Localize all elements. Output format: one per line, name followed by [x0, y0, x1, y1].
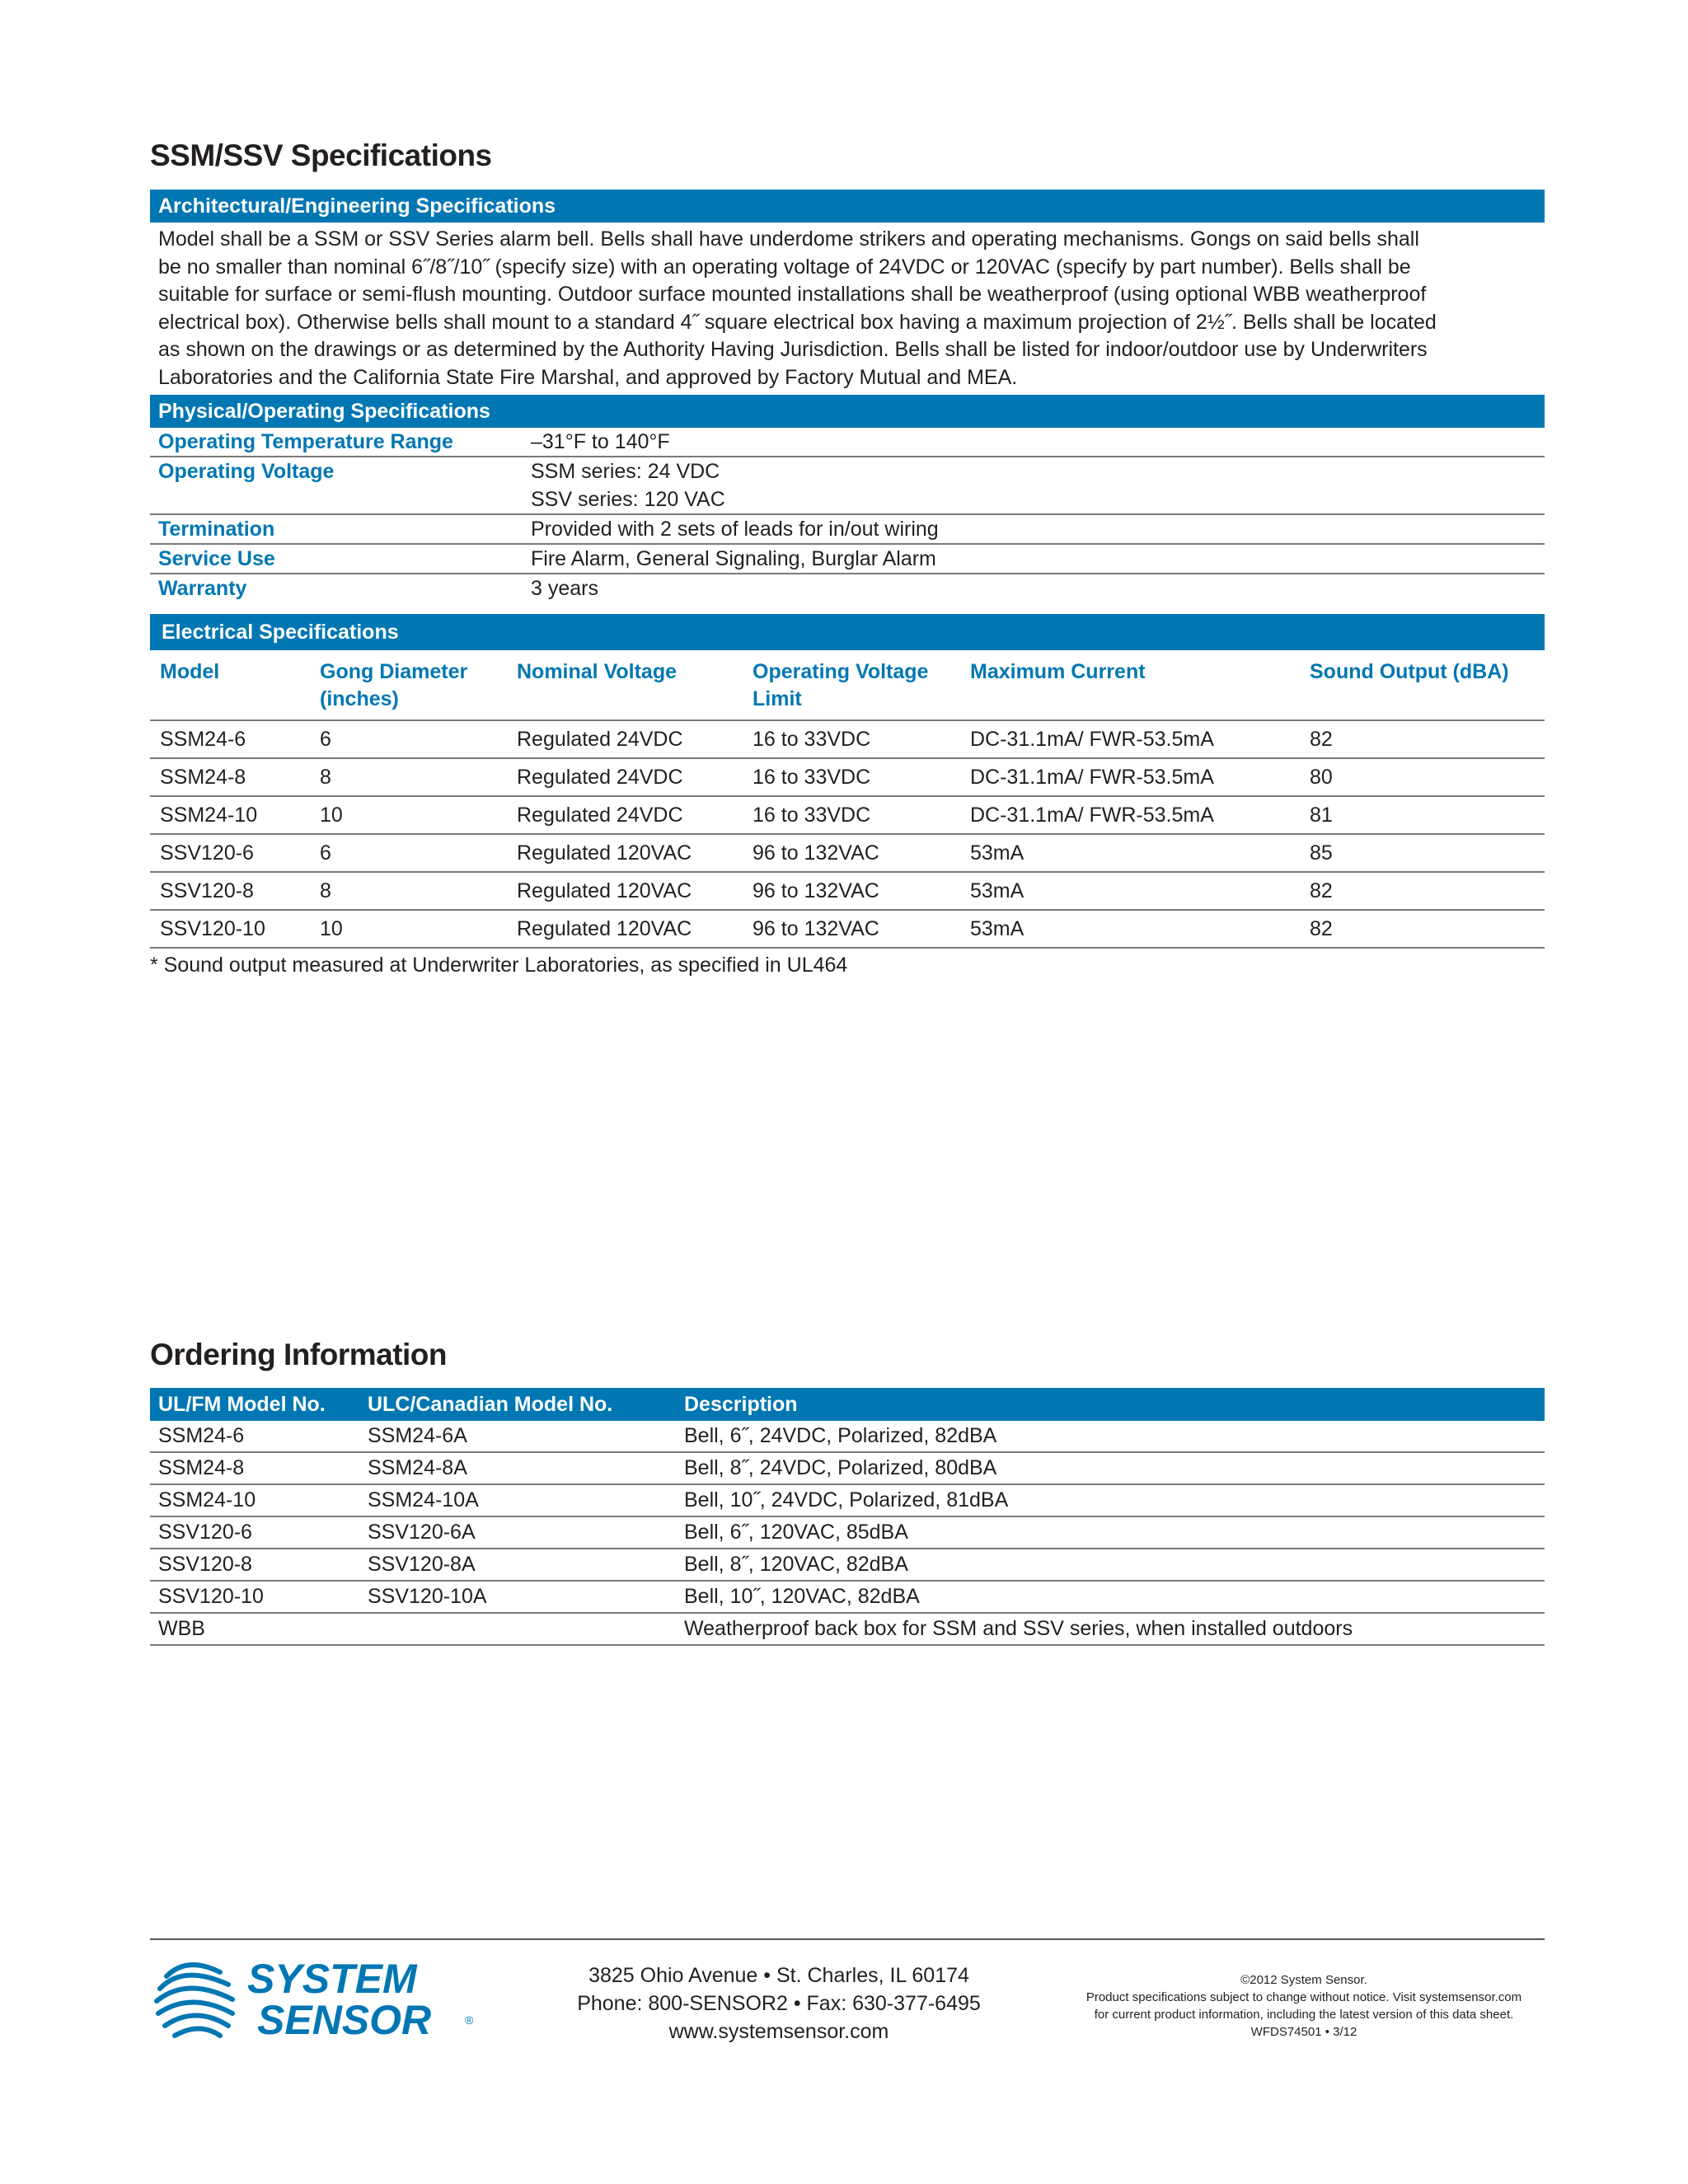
cell-gong: 8 — [320, 766, 331, 789]
physical-table — [150, 428, 1545, 602]
cell-current: DC-31.1mA/ FWR-53.5mA — [970, 728, 1214, 751]
cell-limit: 96 to 132VAC — [753, 841, 879, 865]
table-row — [150, 720, 1545, 758]
cell-ul-model: SSM24-8 — [158, 1456, 245, 1479]
cell-sound: 80 — [1310, 766, 1333, 789]
cell-nominal: Regulated 24VDC — [517, 804, 683, 827]
electrical-header-row — [150, 650, 1545, 720]
col-operating-voltage-limit: Operating Voltage Limit — [753, 660, 929, 710]
cell-limit: 96 to 132VAC — [753, 879, 879, 902]
cell-gong: 10 — [320, 804, 343, 827]
table-row — [150, 1452, 1545, 1484]
col-ul-fm-model: UL/FM Model No. — [150, 1388, 368, 1421]
cell-description: Bell, 10˝, 120VAC, 82dBA — [684, 1585, 920, 1608]
cell-nominal: Regulated 24VDC — [517, 728, 683, 751]
physical-row — [150, 545, 1545, 574]
cell-limit: 16 to 33VDC — [753, 804, 871, 827]
legal-line: Product specifications subject to change without notice. Visit systemsensor.com — [1085, 1990, 1522, 2004]
cell-ul-model: WBB — [158, 1617, 205, 1640]
cell-sound: 82 — [1310, 728, 1333, 751]
arch-line: suitable for surface or semi-flush mounting. Outdoor surface mounted installations shall be weatherproof (using optional WBB weatherproof — [158, 283, 1427, 306]
cell-nominal: Regulated 120VAC — [517, 917, 692, 940]
cell-current: DC-31.1mA/ FWR-53.5mA — [970, 804, 1214, 827]
cell-sound: 82 — [1310, 879, 1333, 902]
table-row — [150, 796, 1545, 834]
cell-ulc-model: SSV120-10A — [368, 1585, 487, 1608]
cell-current: 53mA — [970, 841, 1025, 865]
col-description: Description — [684, 1388, 1545, 1421]
cell-nominal: Regulated 120VAC — [517, 841, 692, 865]
ordering-table — [150, 1388, 1545, 1646]
table-row — [150, 910, 1545, 948]
cell-ulc-model: SSV120-6A — [368, 1521, 476, 1544]
col-ulc-model: ULC/Canadian Model No. — [368, 1388, 684, 1421]
cell-nominal: Regulated 120VAC — [517, 879, 692, 902]
physical-value: 3 years — [531, 577, 598, 600]
cell-limit: 96 to 132VAC — [753, 917, 879, 940]
cell-ulc-model — [368, 1613, 684, 1645]
physical-row — [150, 574, 1545, 602]
physical-row — [150, 515, 1545, 545]
cell-gong: 6 — [320, 841, 331, 865]
ordering-title: Ordering Information — [150, 1338, 447, 1371]
table-row — [150, 1421, 1545, 1452]
doc-id-line: WFDS74501 • 3/12 — [1250, 2025, 1357, 2039]
cell-ul-model: SSM24-10 — [158, 1488, 256, 1511]
cell-model: SSV120-6 — [160, 841, 254, 865]
cell-description: Bell, 8˝, 24VDC, Polarized, 80dBA — [684, 1456, 997, 1479]
cell-gong: 10 — [320, 917, 343, 940]
arch-line: as shown on the drawings or as determined by the Authority Having Jurisdiction. Bells shall be listed for indoor/outdoor use by Underwriters — [158, 338, 1428, 361]
cell-ul-model: SSM24-6 — [158, 1424, 245, 1447]
phone-line: Phone: 800-SENSOR2 • Fax: 630-377-6495 — [577, 1992, 981, 2015]
cell-nominal: Regulated 24VDC — [517, 766, 683, 789]
system-sensor-logo — [150, 1952, 480, 2042]
col-gong-diameter: Gong Diameter (inches) — [320, 660, 468, 710]
cell-gong: 6 — [320, 728, 331, 751]
physical-row — [150, 428, 1545, 457]
cell-ulc-model: SSM24-10A — [368, 1488, 479, 1511]
physical-label: Operating Voltage — [158, 460, 335, 483]
specs-title: SSM/SSV Specifications — [150, 138, 492, 172]
cell-current: DC-31.1mA/ FWR-53.5mA — [970, 766, 1214, 789]
ordering-section — [150, 1388, 1545, 1646]
legal-notice — [1063, 1971, 1545, 2041]
cell-sound: 85 — [1310, 841, 1333, 865]
table-row — [150, 1516, 1545, 1549]
cell-model: SSM24-6 — [160, 728, 246, 751]
col-sound-output: Sound Output (dBA) — [1310, 660, 1509, 683]
cell-ulc-model: SSM24-8A — [368, 1456, 467, 1479]
cell-ul-model: SSV120-10 — [158, 1585, 264, 1608]
cell-limit: 16 to 33VDC — [753, 766, 871, 789]
table-row — [150, 1581, 1545, 1613]
physical-header: Physical/Operating Specifications — [150, 395, 1545, 428]
cell-ulc-model: SSV120-8A — [368, 1553, 476, 1576]
physical-label: Termination — [158, 518, 275, 541]
table-row — [150, 758, 1545, 796]
ordering-header-row — [150, 1388, 1545, 1421]
table-row — [150, 834, 1545, 872]
col-nominal-voltage: Nominal Voltage — [517, 660, 678, 683]
physical-label: Warranty — [158, 577, 247, 600]
cell-current: 53mA — [970, 917, 1025, 940]
cell-model: SSV120-10 — [160, 917, 265, 940]
cell-model: SSV120-8 — [160, 879, 254, 902]
cell-model: SSM24-8 — [160, 766, 246, 789]
cell-sound: 82 — [1310, 917, 1333, 940]
physical-value: SSM series: 24 VDC — [531, 460, 720, 483]
table-row — [150, 1484, 1545, 1516]
electrical-header: Electrical Specifications — [150, 614, 1545, 650]
cell-description: Bell, 6˝, 24VDC, Polarized, 82dBA — [684, 1424, 997, 1447]
arch-line: Laboratories and the California State Fire Marshal, and approved by Factory Mutual and MEA. — [158, 365, 1018, 389]
logo-text-system: SYSTEM — [247, 1956, 417, 2002]
physical-row — [150, 457, 1545, 515]
sound-footnote: * Sound output measured at Underwriter Laboratories, as specified in UL464 — [150, 954, 848, 977]
physical-value: SSV series: 120 VAC — [531, 488, 725, 511]
legal-line: for current product information, including the latest version of this data sheet. — [1094, 2008, 1514, 2022]
address-line: 3825 Ohio Avenue • St. Charles, IL 60174 — [588, 1964, 969, 1987]
cell-model: SSM24-10 — [160, 804, 258, 827]
cell-description: Bell, 6˝, 120VAC, 85dBA — [684, 1521, 908, 1544]
cell-ul-model: SSV120-8 — [158, 1553, 252, 1576]
company-address — [528, 1961, 1030, 2046]
cell-sound: 81 — [1310, 804, 1333, 827]
arch-line: electrical box). Otherwise bells shall mount to a standard 4˝ square electrical box having a maximum projection of 2½˝. Bells shall be located — [158, 310, 1437, 334]
cell-ulc-model: SSM24-6A — [368, 1424, 467, 1447]
col-maximum-current: Maximum Current — [970, 660, 1146, 683]
cell-limit: 16 to 33VDC — [753, 728, 871, 751]
arch-line: Model shall be a SSM or SSV Series alarm bell. Bells shall have underdome strikers and operating mechanisms. Gongs on said bells shall — [158, 227, 1419, 251]
cell-description: Bell, 10˝, 24VDC, Polarized, 81dBA — [684, 1488, 1009, 1511]
arch-header: Architectural/Engineering Specifications — [150, 190, 1545, 223]
physical-label: Service Use — [158, 547, 275, 570]
arch-paragraph — [150, 223, 1545, 395]
specs-section — [150, 190, 1545, 977]
physical-value: –31°F to 140°F — [531, 430, 670, 453]
table-row — [150, 1549, 1545, 1581]
logo-swirl-icon — [157, 1965, 232, 2036]
cell-ul-model: SSV120-6 — [158, 1521, 252, 1544]
physical-value: Fire Alarm, General Signaling, Burglar Alarm — [531, 547, 936, 570]
copyright-line: ©2012 System Sensor. — [1240, 1973, 1367, 1987]
website-link[interactable]: www.systemsensor.com — [668, 2020, 889, 2043]
table-row — [150, 1613, 1545, 1645]
arch-line: be no smaller than nominal 6˝/8˝/10˝ (specify size) with an operating voltage of 24VDC or 120VAC (specify by part number). Bells shall be — [158, 255, 1411, 279]
physical-label: Operating Temperature Range — [158, 430, 453, 453]
cell-gong: 8 — [320, 879, 331, 902]
logo-text-sensor: SENSOR — [257, 1997, 432, 2042]
logo-registered-mark: ® — [465, 2013, 474, 2027]
physical-value: Provided with 2 sets of leads for in/out wiring — [531, 518, 939, 541]
footer-divider — [150, 1938, 1545, 1940]
cell-description: Weatherproof back box for SSM and SSV series, when installed outdoors — [684, 1617, 1353, 1640]
electrical-table — [150, 650, 1545, 949]
cell-description: Bell, 8˝, 120VAC, 82dBA — [684, 1553, 908, 1576]
cell-current: 53mA — [970, 879, 1025, 902]
table-row — [150, 872, 1545, 910]
col-model: Model — [160, 660, 220, 683]
